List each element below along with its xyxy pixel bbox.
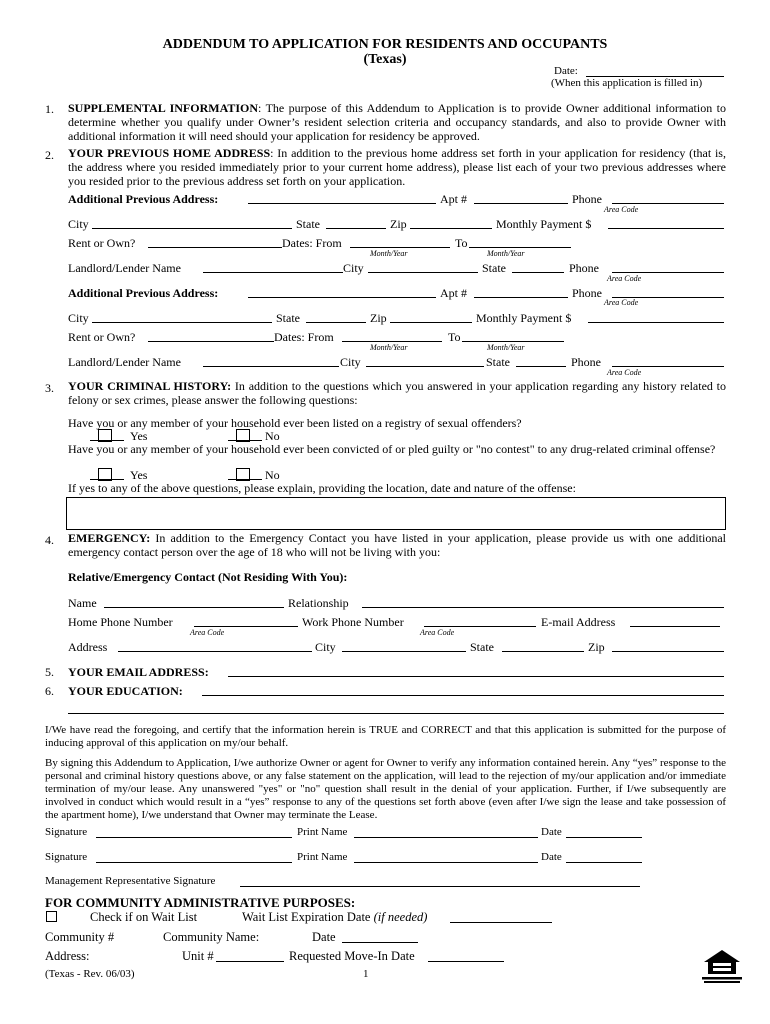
address-field[interactable] (248, 203, 436, 204)
dates-from-label: Dates: From (282, 236, 342, 250)
section-number: 3. (45, 381, 54, 395)
explain-instructions: If yes to any of the above questions, please explain, providing the location, date and nature of the offense: (68, 481, 576, 495)
admin-date-field[interactable] (342, 942, 418, 943)
move-in-label: Requested Move-In Date (289, 949, 415, 963)
address-field[interactable] (118, 651, 312, 652)
date-to-field[interactable] (469, 247, 571, 248)
rent-or-own-label: Rent or Own? (68, 236, 136, 250)
landlord-label: Landlord/Lender Name (68, 355, 181, 369)
landlord-field[interactable] (203, 272, 343, 273)
rent-or-own-field[interactable] (148, 341, 274, 342)
relationship-field[interactable] (362, 607, 724, 608)
phone-label: Phone (572, 286, 602, 300)
unit-label: Unit # (182, 949, 214, 963)
emergency-paragraph (68, 531, 726, 559)
section-heading: YOUR CRIMINAL HISTORY: (68, 379, 232, 393)
area-code-caption: Area Code (190, 628, 225, 637)
city-label: City (68, 217, 89, 231)
expiration-text: Wait List Expiration Date (242, 910, 371, 924)
city-field[interactable] (92, 228, 292, 229)
print-name-field[interactable] (354, 837, 538, 838)
city-field[interactable] (368, 272, 478, 273)
section-heading: EMERGENCY: (68, 531, 151, 545)
to-label: To (448, 330, 461, 344)
question-sex-offender: Have you or any member of your household ever been listed on a registry of sexual offenders? (68, 416, 522, 430)
community-number-label: Community # (45, 930, 115, 944)
print-name-field[interactable] (354, 862, 538, 863)
admin-date-label: Date (312, 930, 336, 944)
section-number: 2. (45, 148, 54, 162)
section-heading: YOUR PREVIOUS HOME ADDRESS (68, 146, 271, 160)
state-field[interactable] (516, 366, 566, 367)
rent-or-own-label: Rent or Own? (68, 330, 136, 344)
home-phone-field[interactable] (194, 626, 298, 627)
section-text: In addition to the questions which you answered in your application regarding any history related to felony or sex crimes, please answer the following questions: (68, 379, 726, 407)
admin-address-label: Address: (45, 949, 90, 963)
education-field-continued[interactable] (68, 713, 724, 714)
no-checkbox[interactable] (236, 468, 250, 481)
education-heading: YOUR EDUCATION: (68, 684, 183, 698)
landlord-label: Landlord/Lender Name (68, 261, 181, 275)
area-code-caption: Area Code (607, 368, 642, 377)
expiration-date-field[interactable] (450, 922, 552, 923)
print-name-label: Print Name (297, 851, 348, 863)
zip-field[interactable] (410, 228, 492, 229)
authorization-text: By signing this Addendum to Application, I/we authorize Owner or agent for Owner to verify any information contained herein. Any “yes” response to the personal and criminal history questions above, or any false statement on the application, will lead to the rejection of my/our application and/or immediate termination of my/our lease. Any unanswered "yes" or "no" question shall result in the denial of your application. Further, if I/we subsequently are involved in conduct which would result in a “yes” response to any of the questions set forth above (even after I/we sign the lease and take possession of the apartment home), I/we understand that Owner may terminate the Lease. (45, 757, 726, 821)
apt-field[interactable] (474, 203, 568, 204)
unit-field[interactable] (216, 961, 284, 962)
month-year-caption: Month/Year (487, 343, 525, 352)
community-name-label: Community Name: (163, 930, 260, 944)
criminal-history-paragraph (68, 379, 726, 407)
date-field[interactable] (566, 837, 642, 838)
date-to-field[interactable] (462, 341, 564, 342)
explanation-textarea[interactable] (66, 497, 726, 530)
revision-footer: (Texas - Rev. 06/03) (45, 968, 135, 980)
state-label: State (482, 261, 506, 275)
area-code-caption: Area Code (420, 628, 455, 637)
name-label: Name (68, 596, 97, 610)
date-label: Date (541, 851, 562, 863)
section-text: : In addition to the previous home address set forth in your application for residency (that is, the address where you resided immediately prior to your current home address), please list each of your two previous addresses where you resided prior to the previous address set forth on your application. (68, 146, 726, 188)
wait-list-label: Check if on Wait List (90, 910, 198, 924)
area-code-caption: Area Code (607, 274, 642, 283)
state-label: State (276, 311, 300, 325)
signature-field[interactable] (96, 862, 292, 863)
emergency-contact-heading: Relative/Emergency Contact (Not Residing With You): (68, 570, 348, 584)
previous-address-paragraph (68, 146, 726, 188)
rent-or-own-field[interactable] (148, 247, 282, 248)
monthly-payment-label: Monthly Payment $ (476, 311, 572, 325)
apt-label: Apt # (440, 286, 467, 300)
address-label: Address (68, 640, 108, 654)
city-field[interactable] (366, 366, 484, 367)
apt-label: Apt # (440, 192, 467, 206)
monthly-payment-label: Monthly Payment $ (496, 217, 592, 231)
no-checkbox[interactable] (236, 429, 250, 442)
city-field[interactable] (342, 651, 466, 652)
section-number: 6. (45, 684, 54, 698)
mgmt-signature-field[interactable] (240, 886, 640, 887)
area-code-caption: Area Code (604, 298, 639, 307)
zip-label: Zip (588, 640, 605, 654)
email-address-field[interactable] (228, 676, 724, 677)
work-phone-label: Work Phone Number (302, 615, 404, 629)
phone-label: Phone (569, 261, 599, 275)
section-number: 1. (45, 102, 54, 116)
phone-field[interactable] (612, 272, 724, 273)
phone-label: Phone (572, 192, 602, 206)
page-title: ADDENDUM TO APPLICATION FOR RESIDENTS AND OCCUPANTS (162, 37, 608, 52)
apt-field[interactable] (474, 297, 568, 298)
city-label: City (315, 640, 336, 654)
section-text: : The purpose of this Addendum to Application is to provide Owner additional information to determine whether you qualify under Owner’s resident selection criteria and occupancy standards, and also to provide Owner with additional information it will need should your application for residency be approved. (68, 101, 726, 143)
additional-address-label: Additional Previous Address: (68, 192, 219, 206)
city-label: City (340, 355, 361, 369)
email-address-heading: YOUR EMAIL ADDRESS: (68, 665, 209, 679)
admin-heading: FOR COMMUNITY ADMINISTRATIVE PURPOSES: (45, 895, 356, 910)
signature-label: Signature (45, 851, 88, 863)
phone-label: Phone (571, 355, 601, 369)
yes-label: Yes (130, 429, 148, 443)
monthly-payment-field[interactable] (608, 228, 724, 229)
state-field[interactable] (502, 651, 584, 652)
email-label: E-mail Address (541, 615, 616, 629)
month-year-caption: Month/Year (370, 343, 408, 352)
work-phone-field[interactable] (424, 626, 536, 627)
zip-field[interactable] (390, 322, 472, 323)
dates-from-label: Dates: From (274, 330, 334, 344)
section-number: 4. (45, 533, 54, 547)
yes-checkbox[interactable] (98, 468, 112, 481)
zip-field[interactable] (612, 651, 724, 652)
state-label: State (470, 640, 494, 654)
equal-housing-logo (700, 948, 744, 984)
section-heading: SUPPLEMENTAL INFORMATION (68, 101, 259, 115)
month-year-caption: Month/Year (487, 249, 525, 258)
no-label: No (265, 468, 280, 482)
date-note: (When this application is filled in) (551, 77, 703, 89)
no-label: No (265, 429, 280, 443)
landlord-field[interactable] (203, 366, 339, 367)
date-label: Date: (554, 65, 578, 77)
supplemental-info-paragraph (68, 101, 726, 143)
print-name-label: Print Name (297, 826, 348, 838)
date-from-field[interactable] (342, 341, 442, 342)
move-in-date-field[interactable] (428, 961, 504, 962)
email-field[interactable] (630, 626, 720, 627)
phone-field[interactable] (612, 366, 724, 367)
additional-address-label: Additional Previous Address: (68, 286, 219, 300)
relationship-label: Relationship (288, 596, 349, 610)
phone-field[interactable] (612, 203, 724, 204)
certification-text: I/We have read the foregoing, and certify that the information herein is TRUE and CORRECT and that this application is submitted for the purpose of inducing approval of this application on my/our behalf. (45, 724, 726, 749)
mgmt-signature-label: Management Representative Signature (45, 875, 216, 887)
section-number: 5. (45, 665, 54, 679)
zip-label: Zip (390, 217, 407, 231)
state-label: State (486, 355, 510, 369)
city-label: City (343, 261, 364, 275)
home-phone-label: Home Phone Number (68, 615, 173, 629)
to-label: To (455, 236, 468, 250)
month-year-caption: Month/Year (370, 249, 408, 258)
section-text: In addition to the Emergency Contact you have listed in your application, please provide us with one additional emergency contact person over the age of 18 who will not be living with you: (68, 531, 726, 559)
state-field[interactable] (326, 228, 386, 229)
state-field[interactable] (306, 322, 366, 323)
question-drug-offense: Have you or any member of your household ever been convicted of or pled guilty or "no contest" to any drug-related criminal offense? (68, 442, 716, 456)
city-field[interactable] (92, 322, 272, 323)
equal-housing-icon (700, 948, 744, 984)
if-needed-text: (if needed) (373, 910, 428, 924)
yes-label: Yes (130, 468, 148, 482)
yes-checkbox[interactable] (98, 429, 112, 442)
address-field[interactable] (248, 297, 436, 298)
education-field[interactable] (202, 695, 724, 696)
expiration-label (242, 910, 427, 925)
signature-field[interactable] (96, 837, 292, 838)
state-label: State (296, 217, 320, 231)
wait-list-checkbox[interactable] (46, 911, 57, 922)
monthly-payment-field[interactable] (588, 322, 724, 323)
signature-label: Signature (45, 826, 88, 838)
date-field[interactable] (566, 862, 642, 863)
date-from-field[interactable] (350, 247, 450, 248)
state-field[interactable] (512, 272, 564, 273)
date-label: Date (541, 826, 562, 838)
zip-label: Zip (370, 311, 387, 325)
name-field[interactable] (104, 607, 284, 608)
page-subtitle: (Texas) (363, 52, 407, 67)
page-number: 1 (363, 968, 369, 980)
city-label: City (68, 311, 89, 325)
area-code-caption: Area Code (604, 205, 639, 214)
